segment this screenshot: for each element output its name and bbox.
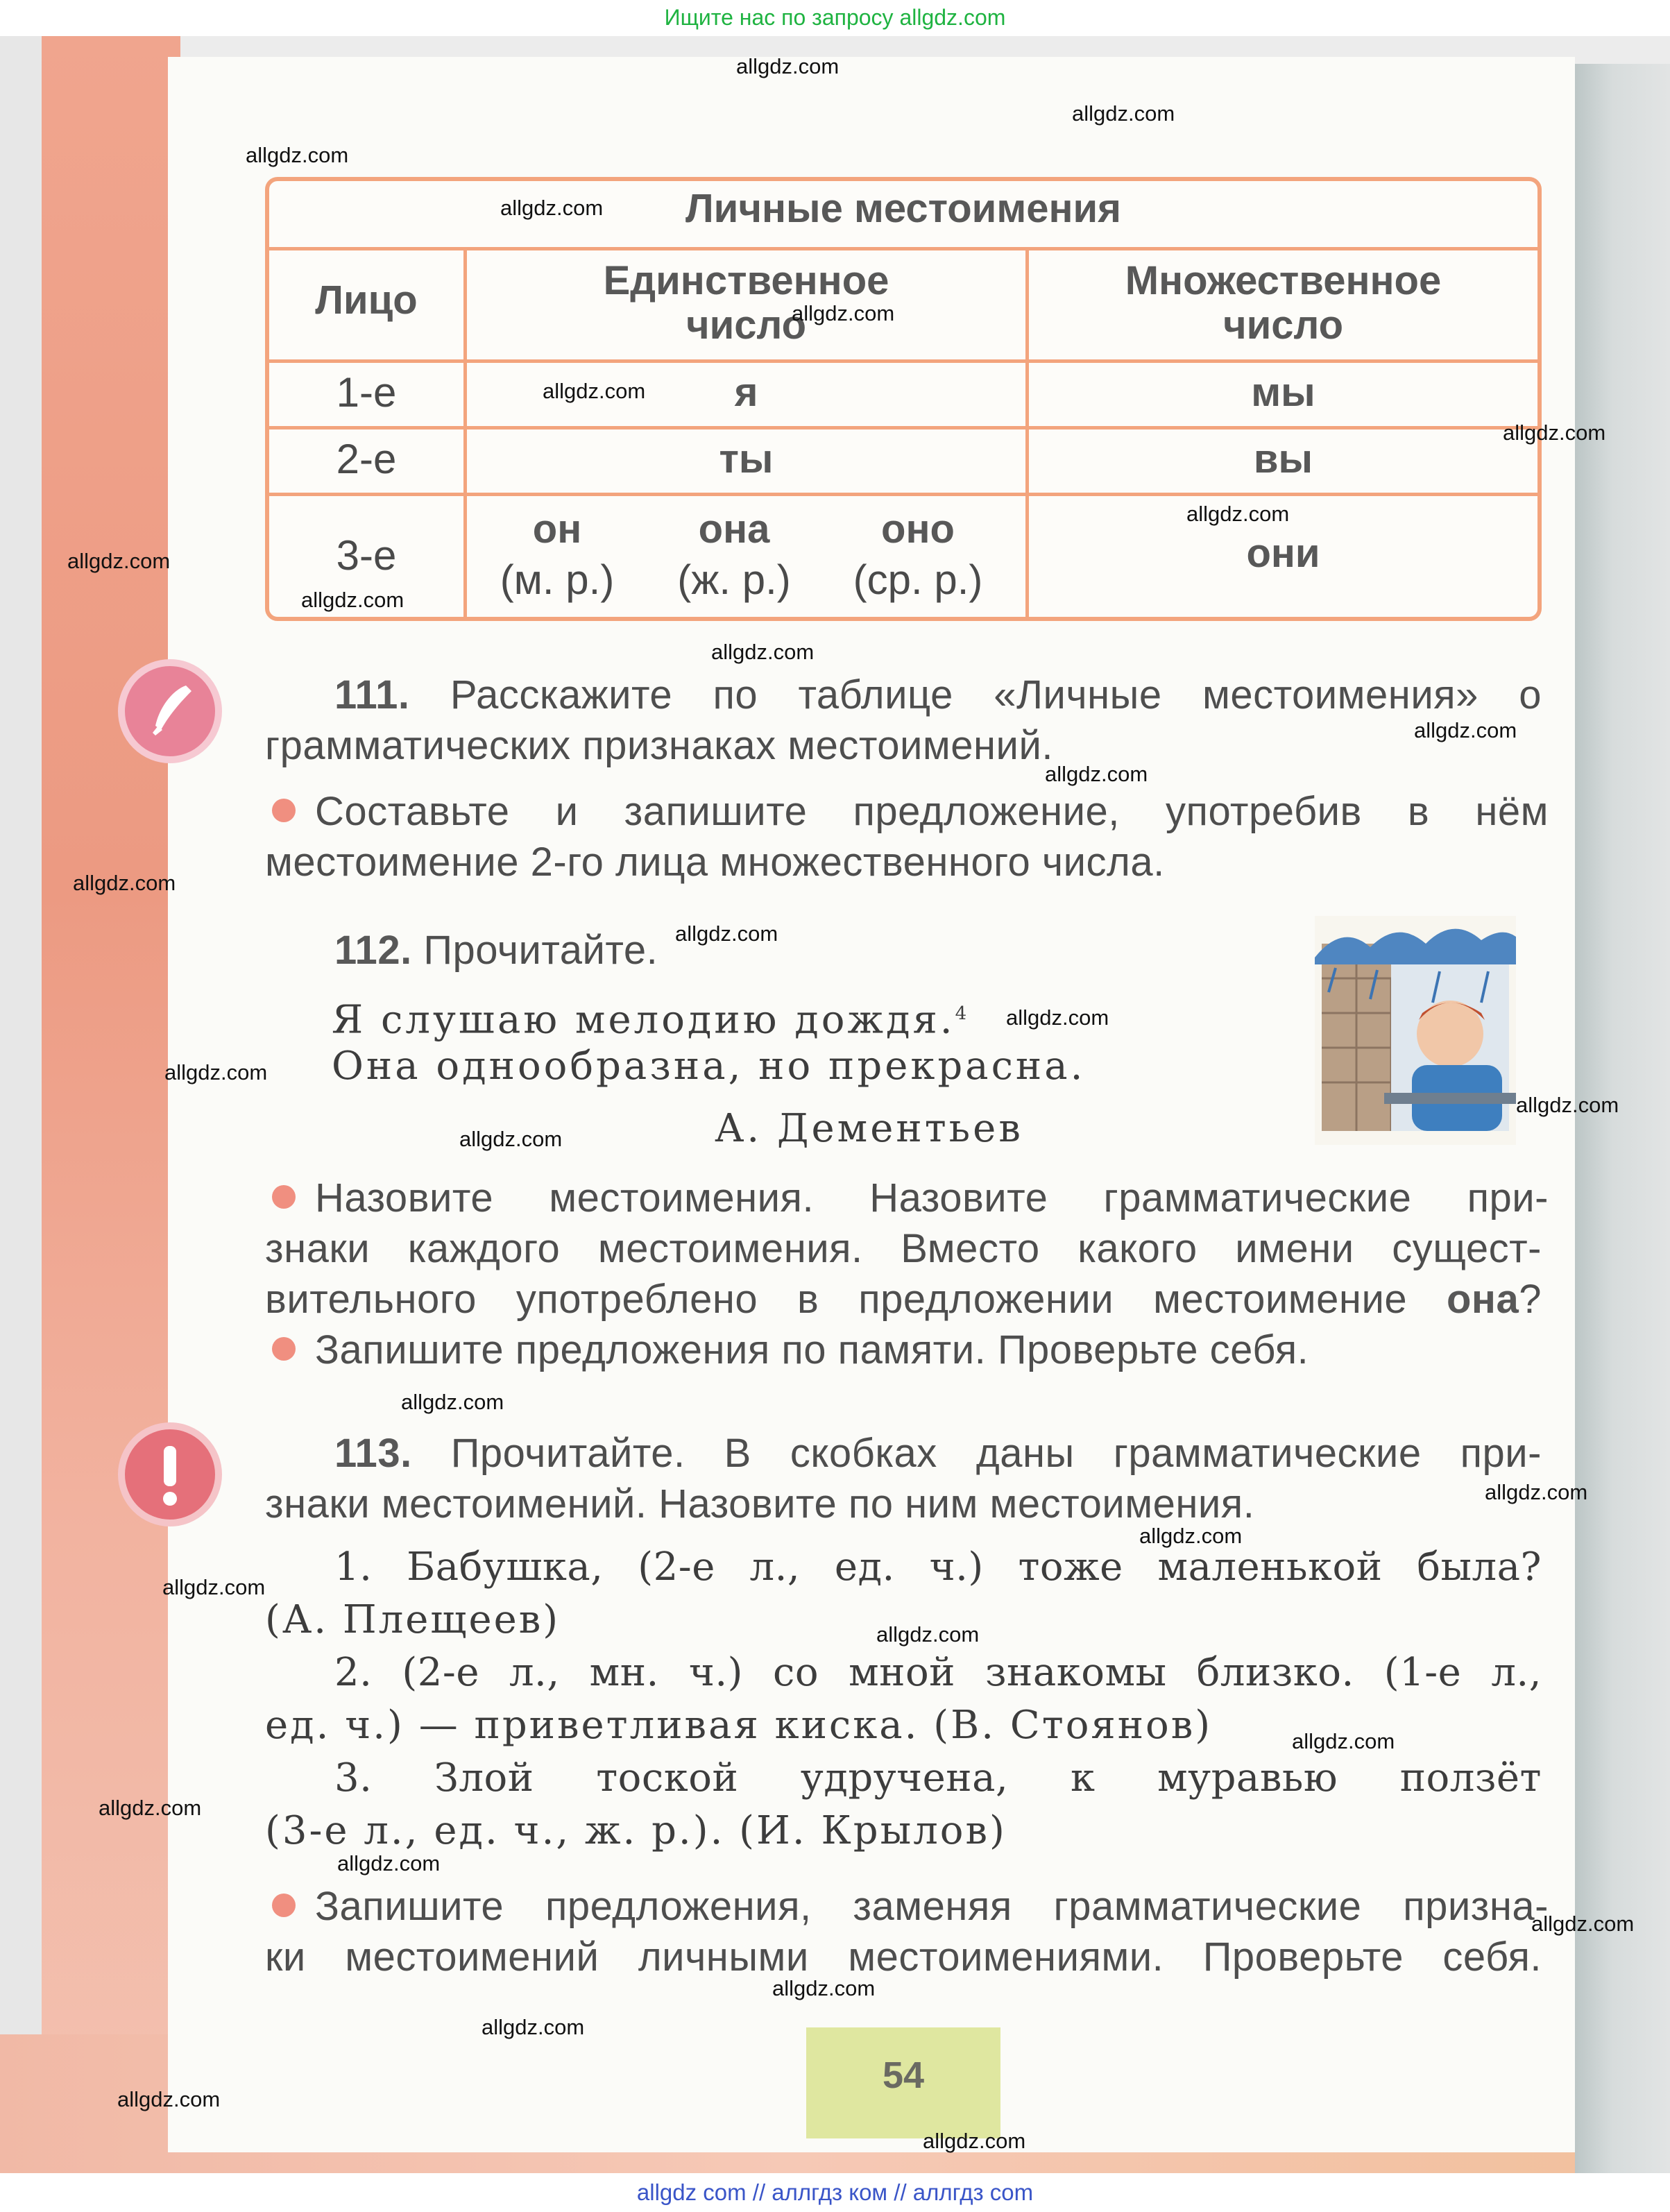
poem-line1-text: Я слушаю мелодию дождя. — [332, 997, 955, 1043]
row2-person: 2-е — [336, 436, 397, 482]
watermark[interactable]: allgdz.com — [736, 54, 840, 78]
book-spine-edge — [1575, 64, 1670, 2173]
watermark[interactable]: allgdz.com — [1292, 1729, 1395, 1753]
ex113-s3-line2: (3-е л., ед. ч., ж. р.). (И. Крылов) — [265, 1808, 1007, 1853]
row3-singular-f: она — [698, 507, 770, 552]
table-divider — [269, 247, 1537, 250]
header-plural-line1: Множественное — [1125, 258, 1442, 303]
watermark[interactable]: allgdz.com — [67, 549, 171, 573]
watermark[interactable]: allgdz.com — [500, 196, 604, 220]
watermark[interactable]: allgdz.com — [1503, 420, 1606, 445]
watermark[interactable]: allgdz.com — [1139, 1524, 1243, 1548]
ex112-poem-line2: Она однообразна, но прекрасна. — [332, 1044, 1086, 1089]
watermark[interactable]: allgdz.com — [99, 1796, 202, 1820]
bottom-banner-text[interactable]: allgdz com // аллгдз ком // аллгдз com — [636, 2179, 1034, 2205]
header-singular-line1: Единственное — [603, 258, 889, 303]
table-divider — [269, 359, 1537, 363]
ex111-task-text1: Составьте и запишите предложение, употребив в нём — [315, 789, 1549, 834]
ex111-line2: грамматических признаках местоимений. — [265, 723, 1053, 768]
ex113-s1-line2: (А. Плещеев) — [265, 1597, 561, 1642]
watermark[interactable]: allgdz.com — [1485, 1480, 1588, 1504]
bullet-dot — [272, 1894, 296, 1917]
table-divider — [269, 426, 1537, 429]
watermark[interactable]: allgdz.com — [1414, 718, 1517, 742]
bottom-banner — [0, 2173, 1670, 2212]
ex113-task-text1: Запишите предложения, заменяя грамматические призна- — [315, 1884, 1549, 1929]
bullet-dot — [272, 1337, 296, 1361]
table-divider — [269, 493, 1537, 496]
row2-plural: вы — [1253, 436, 1313, 482]
ex113-s2-line1: 2. (2-е л., мн. ч.) со мной знакомы близко. (1-е л., — [334, 1650, 1542, 1695]
top-banner-text[interactable]: Ищите нас по запросу allgdz.com — [664, 5, 1006, 30]
watermark[interactable]: allgdz.com — [711, 640, 815, 664]
table-title: Личные местоимения — [685, 186, 1122, 231]
ex112-task1-end: ? — [1519, 1277, 1542, 1322]
row3-label-f: (ж. р.) — [677, 556, 791, 603]
bullet-dot — [272, 1185, 296, 1209]
row3-person: 3-е — [336, 532, 397, 579]
decorative-left-strip — [42, 36, 180, 2173]
ex112-task2 — [272, 1325, 1549, 1375]
watermark[interactable]: allgdz.com — [162, 1575, 266, 1599]
watermark[interactable]: allgdz.com — [1045, 762, 1148, 786]
watermark[interactable]: allgdz.com — [164, 1060, 268, 1084]
row3-plural: они — [1246, 531, 1320, 576]
ex113-s3-line1: 3. Злой тоской удручена, к муравью ползёт — [334, 1755, 1542, 1801]
ex112-task2-text: Запишите предложения по памяти. Проверьте себя. — [315, 1327, 1309, 1372]
header-plural — [1029, 259, 1537, 348]
ex111-task-line1 — [272, 786, 1549, 837]
row2-singular: ты — [719, 436, 774, 482]
watermark[interactable]: allgdz.com — [792, 301, 895, 325]
watermark[interactable]: allgdz.com — [401, 1390, 504, 1414]
exclamation-icon — [118, 1422, 222, 1526]
watermark[interactable]: allgdz.com — [482, 2015, 585, 2039]
ex112-number: 112. — [334, 928, 412, 973]
ex112-task1-bold: она — [1447, 1277, 1519, 1322]
watermark[interactable]: allgdz.com — [923, 2129, 1026, 2153]
watermark[interactable]: allgdz.com — [337, 1851, 441, 1875]
watermark[interactable]: allgdz.com — [1006, 1005, 1109, 1030]
ex113-s1-line1: 1. Бабушка, (2-е л., ед. ч.) тоже маленькой была? — [334, 1545, 1542, 1590]
ex112-intro-text: Прочитайте. — [423, 928, 658, 973]
watermark[interactable]: allgdz.com — [876, 1622, 980, 1647]
watermark[interactable]: allgdz.com — [117, 2087, 221, 2111]
row3-singular-m: он — [532, 507, 582, 552]
row1-person: 1-е — [336, 369, 397, 416]
watermark[interactable]: allgdz.com — [1531, 1912, 1635, 1936]
watermark[interactable]: allgdz.com — [543, 379, 646, 403]
row3-label-m: (м. р.) — [500, 556, 615, 603]
pronoun-table — [265, 177, 1542, 621]
ex113-task-line2: ки местоимений личными местоимениями. Проверьте себя. — [265, 1934, 1542, 1980]
row3-singular-n: оно — [881, 507, 955, 552]
watermark[interactable]: allgdz.com — [246, 143, 349, 167]
footnote-mark: 4 — [955, 1003, 970, 1024]
ex112-task1-text3: вительного употреблено в предложении местоимение — [265, 1277, 1408, 1322]
ex112-task1-line3 — [265, 1274, 1542, 1325]
ex112-intro — [334, 925, 1611, 976]
watermark[interactable]: allgdz.com — [1072, 101, 1175, 126]
watermark[interactable]: allgdz.com — [73, 871, 176, 895]
ex112-poem-line1 — [332, 989, 1025, 1046]
ex113-line1 — [265, 1428, 1542, 1479]
header-plural-line2: число — [1222, 303, 1344, 348]
ex111-line1 — [265, 670, 1542, 720]
ex113-s2-line2: ед. ч.) — приветливая киска. (В. Стоянов) — [265, 1703, 1213, 1748]
ex113-text1: Прочитайте. В скобках даны грамматические при- — [450, 1431, 1542, 1476]
watermark[interactable]: allgdz.com — [675, 921, 778, 946]
ex112-task1-line2: знаки каждого местоимения. Вместо какого имени сущест- — [265, 1226, 1542, 1271]
header-person: Лицо — [315, 278, 418, 323]
ex113-line2: знаки местоимений. Назовите по ним местоимения. — [265, 1481, 1255, 1526]
bullet-dot — [272, 799, 296, 822]
ex111-text1: Расскажите по таблице «Личные местоимения» о — [450, 672, 1542, 717]
page-number: 54 — [882, 2054, 925, 2096]
ex113-task-line1 — [272, 1881, 1549, 1932]
ex113-number: 113. — [334, 1431, 412, 1476]
row3-label-n: (ср. р.) — [853, 556, 983, 603]
scan-left-margin — [0, 36, 42, 2173]
ex111-task-line2: местоимение 2-го лица множественного числа. — [265, 840, 1165, 885]
header-singular — [467, 259, 1025, 348]
row1-singular: я — [734, 370, 758, 415]
header-singular-line2: число — [685, 303, 807, 348]
ex111-number: 111. — [334, 672, 410, 717]
ex112-task1-text1: Назовите местоимения. Назовите грамматические при- — [315, 1175, 1549, 1220]
watermark[interactable]: allgdz.com — [1186, 502, 1290, 526]
ex112-task1-line1 — [272, 1173, 1549, 1223]
page-number-box — [806, 2027, 1000, 2138]
watermark[interactable]: allgdz.com — [772, 1976, 876, 2000]
ex112-author: А. Дементьев — [715, 1106, 1023, 1151]
watermark[interactable]: allgdz.com — [459, 1127, 563, 1151]
row1-plural: мы — [1251, 370, 1315, 415]
pen-icon — [118, 659, 222, 763]
watermark[interactable]: allgdz.com — [1516, 1093, 1619, 1117]
watermark[interactable]: allgdz.com — [301, 588, 404, 612]
top-banner — [0, 0, 1670, 36]
